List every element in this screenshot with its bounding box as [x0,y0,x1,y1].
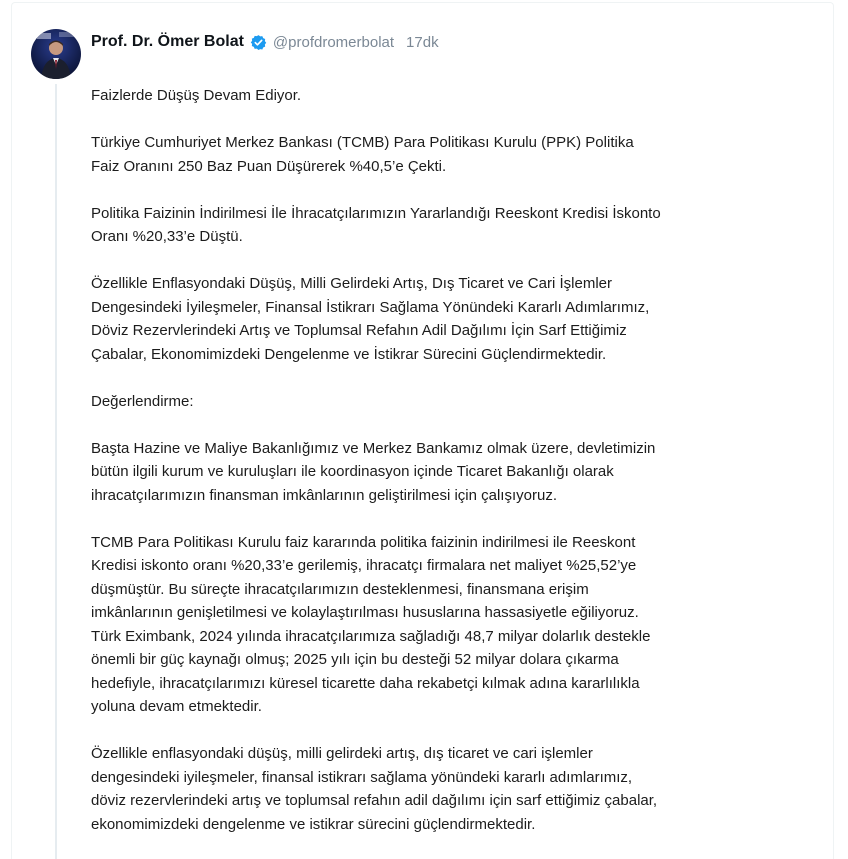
verified-badge-icon [250,34,267,51]
post-paragraph: Başta Hazine ve Maliye Bakanlığımız ve Merkez Bankamız olmak üzere, devletimizin bütün ilgili kurum ve kuruluşları ile koordinasyon içinde Ticaret Bakanlığı olarak ihracatçılarımızın finansman imkânlarının geliştirilmesi için çalışıyoruz. [91,439,656,504]
post-paragraph: Politika Faizinin İndirilmesi İle İhracatçılarımızın Yararlandığı Reeskont Kredisi İskonto Oranı %20,33’e Düştü. [91,204,661,245]
post-timestamp[interactable]: 17dk [406,33,439,51]
post-paragraph: Türkiye Cumhuriyet Merkez Bankası (TCMB) Para Politikası Kurulu (PPK) Politika Faiz Oranını 250 Baz Puan Düşürerek %40,5’e Çekti. [91,134,634,175]
author-name[interactable]: Prof. Dr. Ömer Bolat [91,33,244,50]
post-header [91,31,439,53]
post-body [91,84,731,859]
post-paragraph: Özellikle Enflasyondaki Düşüş, Milli Gelirdeki Artış, Dış Ticaret ve Cari İşlemler Dengesindeki İyileşmeler, Finansal İstikrarı Sağlama Yönündeki Kararlı Adımlarımız, Döviz Rezervlerindeki Artış ve Toplumsal Refahın Adil Dağılımı İçin Sarf Ettiğimiz Çabalar, Ekonomimizdeki Dengelenme ve İstikrar Sürecini Güçlendirmektedir. [91,275,650,363]
avatar[interactable] [31,29,81,79]
thread-line [55,84,57,859]
post-paragraph: TCMB Para Politikası Kurulu faiz kararında politika faizinin indirilmesi ile Reeskont Kredisi iskonto oranı %20,33’e gerilemiş, ihracatçı firmalara net maliyet %25,52’ye düşmüştür. Bu süreçte ihracatçılarımızın desteklenmesi, finansmana erişim imkânlarının genişletilmesi ve kolaylaştırılması hususlarına hassasiyetle eğiliyoruz. Türk Eximbank, 2024 yılında ihracatçılarımıza sağladığı 48,7 milyar dolarlık destekle önemli bir güç kaynağı olmuş; 2025 yılı için bu desteği 52 milyar dolara çıkarma hedefiyle, ihracatçılarımızı küresel ticarette daha rekabetçi kılmak adına kararlılıkla yoluna devam etmektedir. [91,533,651,715]
post-paragraph: Özellikle enflasyondaki düşüş, milli gelirdeki artış, dış ticaret ve cari işlemler dengesindeki iyileşmeler, finansal istikrarı sağlama yönündeki kararlı adımlarımız, döviz rezervlerindeki artış ve toplumsal refahın adil dağılımı için sarf ettiğimiz çabalar, ekonomimizdeki dengelenme ve istikrar sürecini güçlendirmektedir. [91,745,658,833]
post-paragraph: Değerlendirme: [91,392,194,410]
post-paragraph: Faizlerde Düşüş Devam Ediyor. [91,87,302,104]
author-handle[interactable]: @profdromerbolat [272,33,395,51]
profile-photo-icon [31,29,81,79]
